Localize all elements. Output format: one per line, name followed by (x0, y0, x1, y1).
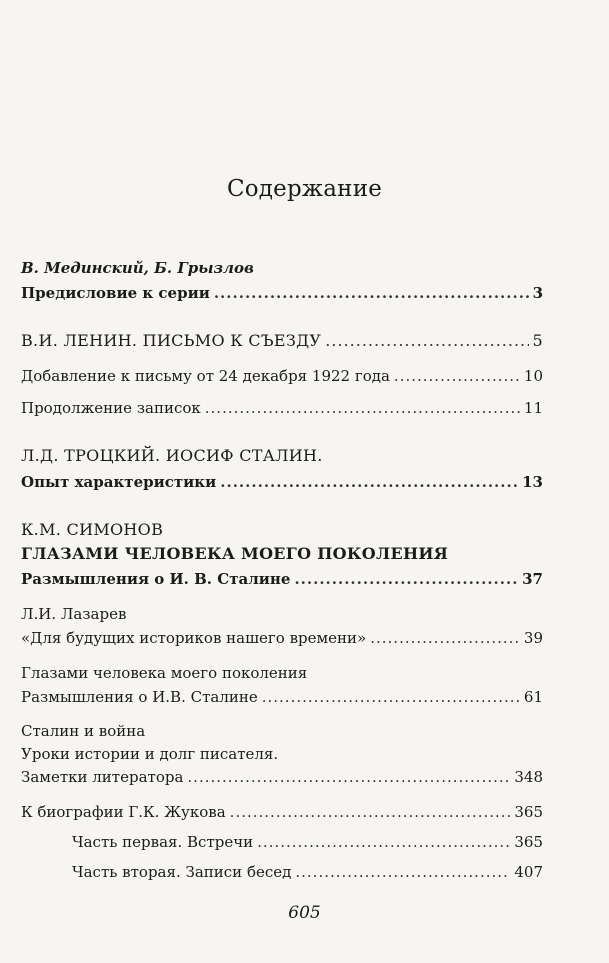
dot-leader (394, 366, 520, 386)
entry-page: 61 (523, 688, 543, 706)
entry-title: Предисловие к серии (21, 284, 210, 302)
entry-title: Добавление к письму от 24 декабря 1922 года (21, 367, 390, 385)
entry-subheading: Уроки истории и долг писателя. (21, 745, 279, 763)
dot-leader (325, 331, 528, 351)
dot-leader (257, 832, 510, 852)
entry-page: 365 (514, 803, 543, 821)
entry-page: 13 (522, 473, 543, 491)
dot-leader (205, 398, 520, 418)
entry-page: 10 (523, 367, 543, 385)
entry-title: Продолжение записок (21, 399, 201, 417)
entry-title: «Для будущих историков нашего времени» (21, 629, 367, 647)
toc-entry[interactable] (21, 862, 543, 882)
toc-entry[interactable] (21, 472, 543, 492)
toc-entry[interactable] (21, 767, 543, 787)
toc-entry[interactable] (21, 628, 543, 648)
dot-leader (370, 628, 520, 648)
entry-subheading: Глазами человека моего поколения (21, 664, 308, 682)
toc-entry[interactable] (21, 398, 543, 418)
toc-entry[interactable] (21, 366, 543, 386)
toc-entry[interactable] (21, 802, 543, 822)
entry-page: 5 (532, 331, 543, 350)
page-title: Содержание (226, 176, 383, 202)
entry-heading: ГЛАЗАМИ ЧЕЛОВЕКА МОЕГО ПОКОЛЕНИЯ (21, 544, 449, 563)
dot-leader (262, 687, 520, 707)
dot-leader (214, 283, 529, 303)
entry-title: Размышления о И.В. Сталине (21, 688, 258, 706)
entry-title: Размышления о И. В. Сталине (21, 570, 291, 588)
entry-title: Часть вторая. Записи бесед (72, 863, 292, 881)
page-number: 605 (288, 903, 321, 923)
entry-author: Л.И. Лазарев (21, 605, 127, 623)
entry-heading: Л.Д. ТРОЦКИЙ. ИОСИФ СТАЛИН. (21, 446, 323, 465)
entry-author: В. Мединский, Б. Грызлов (21, 259, 254, 277)
toc-entry[interactable] (21, 832, 543, 852)
toc-entry[interactable] (21, 283, 543, 303)
dot-leader (220, 472, 518, 492)
entry-page: 365 (514, 833, 543, 851)
entry-page: 11 (523, 399, 543, 417)
entry-title: Часть первая. Встречи (72, 833, 254, 851)
entry-title: Заметки литератора (21, 768, 184, 786)
dot-leader (187, 767, 510, 787)
entry-page: 348 (514, 768, 543, 786)
toc-entry[interactable] (21, 569, 543, 589)
entry-title: В.И. ЛЕНИН. ПИСЬМО К СЪЕЗДУ (21, 331, 322, 350)
entry-heading: К.М. СИМОНОВ (21, 520, 164, 539)
entry-page: 3 (532, 284, 543, 302)
dot-leader (295, 862, 510, 882)
entry-page: 37 (522, 570, 543, 588)
toc-entry[interactable] (21, 687, 543, 707)
entry-page: 407 (514, 863, 543, 881)
toc-entry[interactable] (21, 331, 543, 351)
entry-subheading: Сталин и война (21, 722, 146, 740)
dot-leader (230, 802, 511, 822)
entry-title: К биографии Г.К. Жукова (21, 803, 226, 821)
entry-title: Опыт характеристики (21, 473, 217, 491)
dot-leader (294, 569, 518, 589)
entry-page: 39 (523, 629, 543, 647)
